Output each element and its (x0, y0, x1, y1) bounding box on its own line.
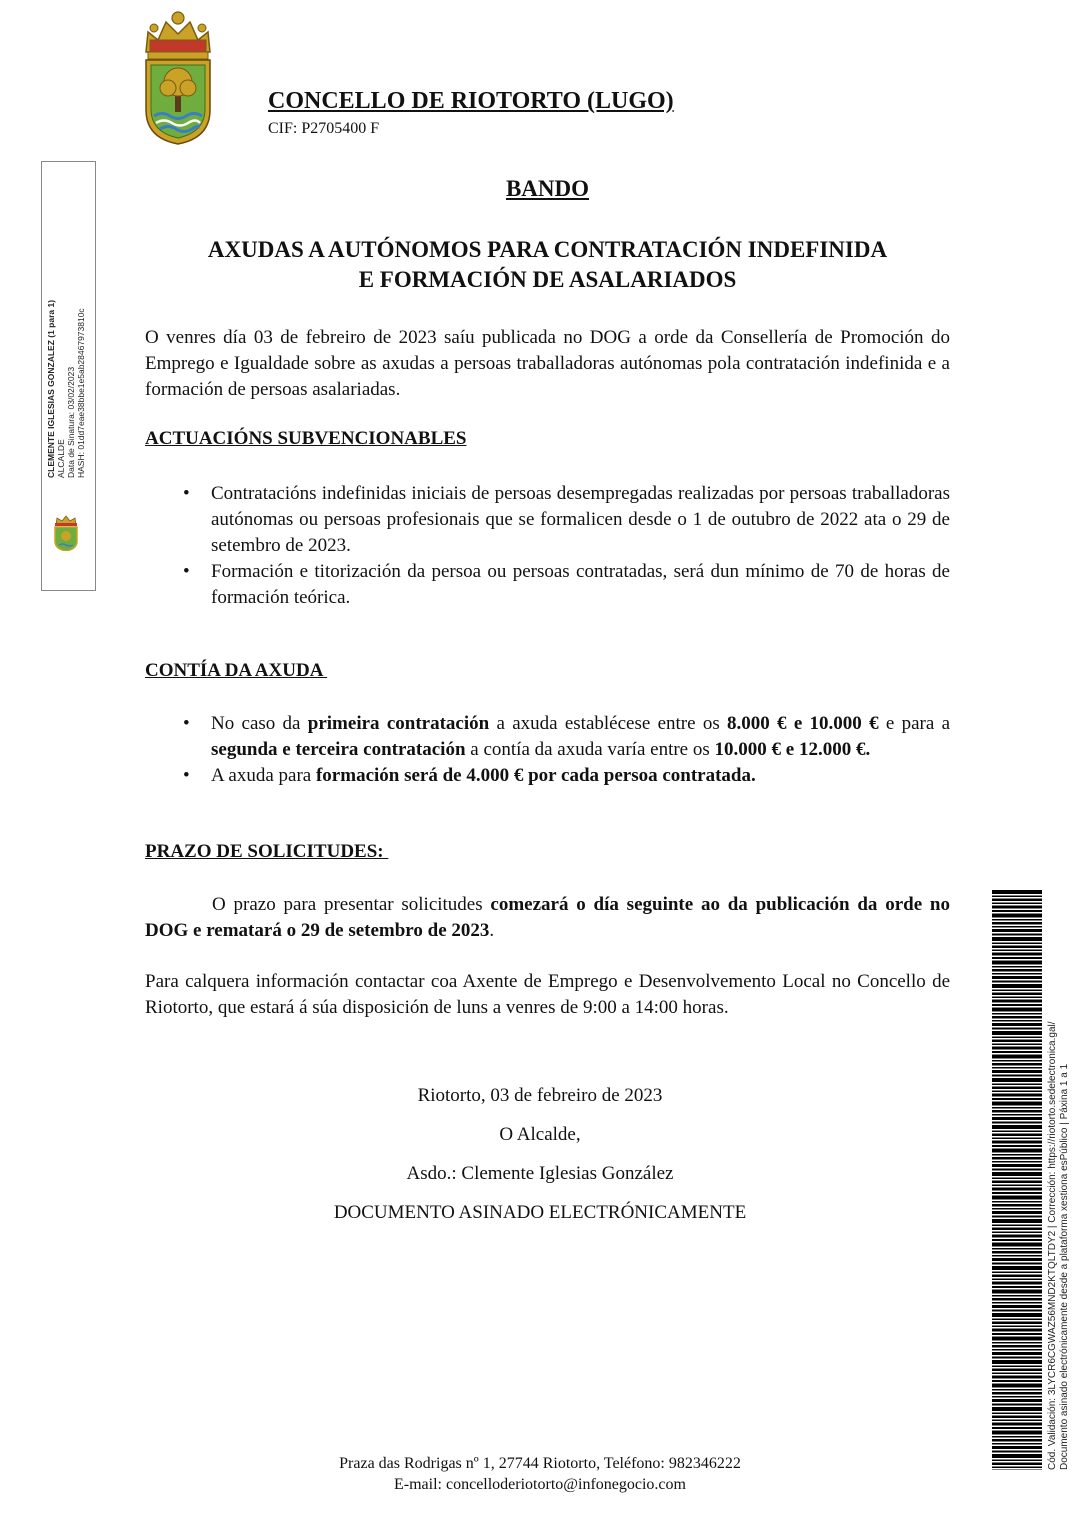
intro-paragraph: O venres día 03 de febreiro de 2023 saíu publicada no DOG a orde da Consellería de Promoción do Emprego e Igualdade sobre as axudas a persoas traballadoras autónomas pola contratación indefinida e a formación de persoas asalariadas. (145, 327, 950, 400)
document-title: BANDO (505, 176, 590, 201)
actuacions-list (145, 481, 950, 611)
signer-role: ALCALDE (56, 439, 66, 478)
text-run: . (489, 920, 495, 941)
contia-list (145, 711, 950, 789)
footer-email: E-mail: concelloderiotorto@infonegocio.com (394, 1476, 686, 1493)
subtitle-line-2: E FORMACIÓN DE ASALARIADOS (358, 267, 737, 292)
sign-name: Asdo.: Clemente Iglesias González (406, 1163, 674, 1184)
sign-place-date: Riotorto, 03 de febreiro de 2023 (417, 1085, 663, 1106)
section-heading-contia: CONTÍA DA AXUDA (145, 660, 328, 681)
footer-address: Praza das Rodrigas nº 1, 27744 Riotorto, Teléfono: 982346222 (339, 1455, 741, 1472)
text-run: a axuda establécese entre os (489, 713, 728, 734)
signature-date: Data de Sinatura: 03/02/2023 (66, 366, 76, 478)
municipal-coat-of-arms (138, 10, 218, 145)
text-run: e para a (878, 713, 951, 734)
sign-note: DOCUMENTO ASINADO ELECTRÓNICAMENTE (333, 1202, 747, 1223)
validation-barcode (992, 890, 1042, 1470)
signature-hash: HASH: 01dd7eae38bbe1e5ab28467973810c (76, 308, 86, 478)
list-item-text: Formación e titorización da persoa ou persoas contratadas, será dun mínimo de 70 de horas de formación teórica. (211, 561, 950, 608)
list-item-text (211, 713, 950, 760)
signature-stamp-text (46, 300, 86, 478)
text-run: A axuda para (211, 765, 316, 786)
text-run: O prazo para presentar solicitudes (212, 894, 491, 915)
validation-line-1: Cód. Validación: 3LYCR6CGWAZ56MND2KTQLTDY2 | Corrección: https://riotorto.sedelectronica.gal/ (1047, 1021, 1058, 1470)
signer-name: CLEMENTE IGLESIAS GONZALEZ (1 para 1) (46, 299, 56, 478)
organization-cif: CIF: P2705400 F (268, 120, 380, 137)
text-run-bold: formación será de 4.000 € por cada persoa contratada. (315, 765, 756, 786)
validation-line-2: Documento asinado electrónicamente desde a plataforma xestiona esPúblico | Páxina 1 a 1 (1059, 1063, 1070, 1470)
text-run-bold: primeira contratación (307, 713, 490, 734)
section-heading-prazo: PRAZO DE SOLICITUDES: (145, 841, 389, 862)
text-run: No caso da (211, 713, 308, 734)
list-item: • No caso da primeira contratación a axuda establécese entre os 8.000 € e 10.000 € e para a segunda e terceira contratación a contía da axuda varía entre os 10.000 € e 12.000 €. (183, 713, 951, 760)
prazo-paragraph (145, 892, 950, 944)
validation-text (1047, 1021, 1071, 1470)
text-run-bold: comezará o día seguinte ao da publicación da orde no DOG e rematará o 29 de setembro de 2023 (145, 894, 950, 941)
footer (145, 1453, 935, 1495)
section-heading-actuacions: ACTUACIÓNS SUBVENCIONABLES (145, 428, 467, 449)
organization-name: CONCELLO DE RIOTORTO (LUGO) (268, 88, 674, 114)
list-item: • A axuda para formación será de 4.000 € por cada persoa contratada. (183, 765, 756, 786)
text-run-bold: segunda e terceira contratación (211, 739, 466, 760)
document-subtitle (145, 235, 950, 295)
contact-paragraph: Para calquera información contactar coa Axente de Emprego e Desenvolvemento Local no Concello de Riotorto, que estará á súa disposición de luns a venres de 9:00 a 14:00 horas. (145, 971, 950, 1018)
text-run-bold: 8.000 € e 10.000 € (727, 713, 879, 734)
list-item: • Contratacións indefinidas iniciais de persoas desempregadas realizadas por persoas traballadoras autónomas ou persoas profesionais que se formalicen desde o 1 de outubro de 2022 ata o 29 de setembro de 2023. (183, 483, 950, 556)
stamp-crest-icon (51, 515, 81, 551)
list-item: • Formación e titorización da persoa ou persoas contratadas, será dun mínimo de 70 de horas de formación teórica. (183, 561, 950, 608)
list-item-text: Contratacións indefinidas iniciais de persoas desempregadas realizadas por persoas traballadoras autónomas ou persoas profesionais que se formalicen desde o 1 de outubro de 2022 ata o 29 de setembro de 2023. (211, 483, 950, 556)
subtitle-line-1: AXUDAS A AUTÓNOMOS PARA CONTRATACIÓN INDEFINIDA (207, 237, 888, 262)
sign-role: O Alcalde, (499, 1124, 581, 1145)
text-run-bold: 10.000 € e 12.000 €. (714, 739, 871, 760)
list-item-text (211, 765, 756, 786)
text-run: a contía da axuda varía entre os (465, 739, 715, 760)
